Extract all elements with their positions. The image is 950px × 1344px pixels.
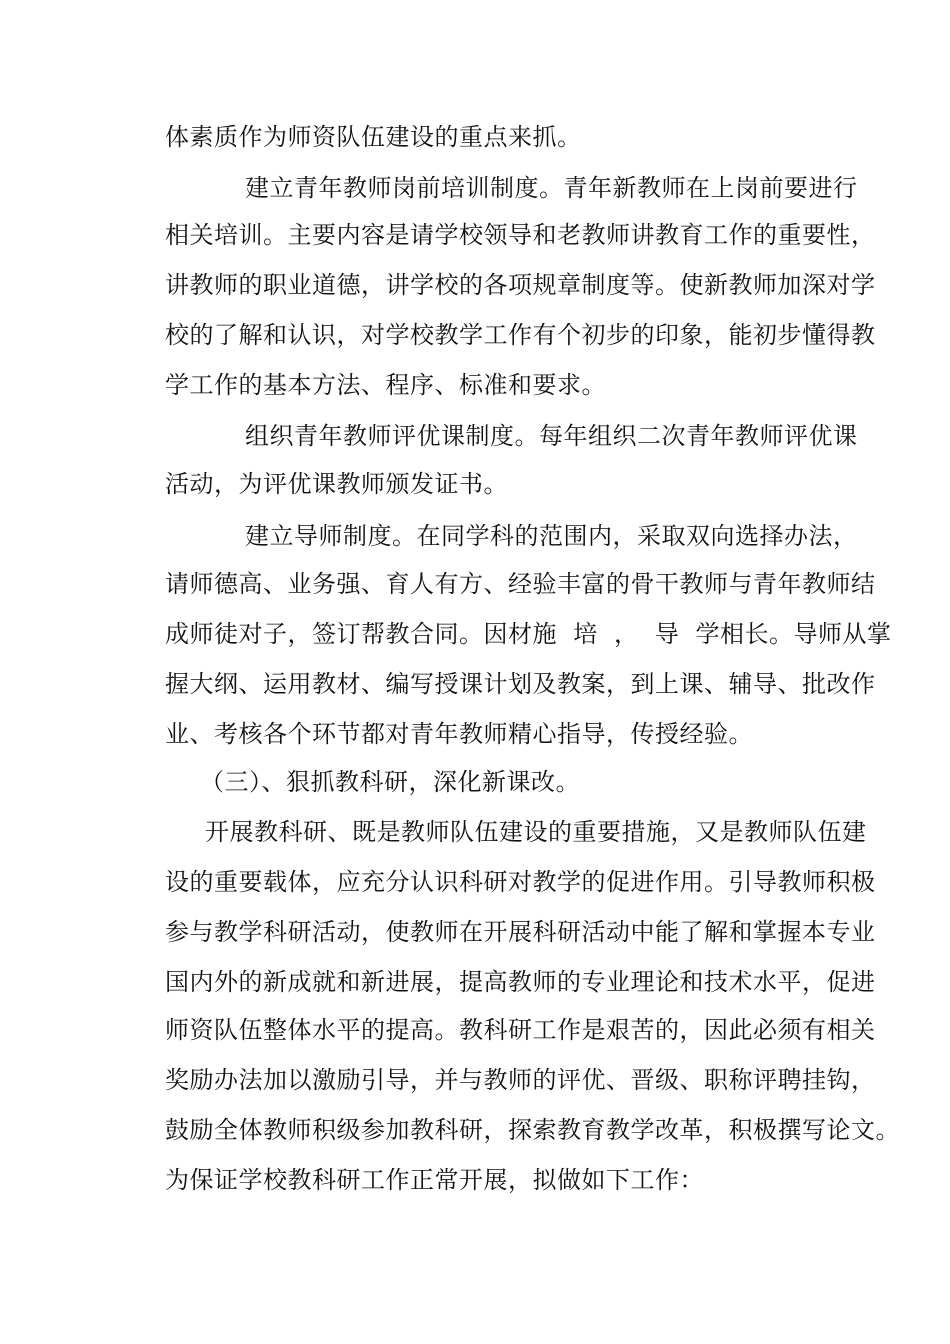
text-line: 请师德高、业务强、育人有方、经验丰富的骨干教师与青年教师结: [165, 570, 876, 598]
text-line: 业、考核各个环节都对青年教师精心指导，传授经验。: [165, 720, 753, 748]
text-line: 活动，为评优课教师颁发证书。: [165, 470, 508, 498]
text-line: 奖励办法加以激励引导，并与教师的评优、晋级、职称评聘挂钩，: [165, 1066, 876, 1094]
text-line: 讲教师的职业道德，讲学校的各项规章制度等。使新教师加深对学: [165, 271, 876, 299]
text-line: 开展教科研、既是教师队伍建设的重要措施，又是教师队伍建: [205, 818, 867, 846]
text-line: 校的了解和认识，对学校教学工作有个初步的印象，能初步懂得教: [165, 321, 876, 349]
text-line: 参与教学科研活动，使教师在开展科研活动中能了解和掌握本专业: [165, 918, 876, 946]
text-line: 为保证学校教科研工作正常开展，拟做如下工作：: [165, 1166, 704, 1194]
text-line: 组织青年教师评优课制度。每年组织二次青年教师评优课: [245, 422, 858, 450]
section-heading: （三）、狠抓教科研，深化新课改。: [200, 768, 580, 796]
text-line: 学工作的基本方法、程序、标准和要求。: [165, 371, 606, 399]
text-line: 体素质作为师资队伍建设的重点来抓。: [165, 123, 582, 151]
text-line: 成师徒对子，签订帮教合同。因材施 培 ， 导 学相长。导师从掌: [165, 620, 892, 648]
text-line: 握大纲、运用教材、编写授课计划及教案，到上课、辅导、批改作: [165, 670, 876, 698]
text-line: 师资队伍整体水平的提高。教科研工作是艰苦的，因此必须有相关: [165, 1016, 876, 1044]
text-line: 设的重要载体，应充分认识科研对教学的促进作用。引导教师积极: [165, 868, 876, 896]
text-line: 国内外的新成就和新进展，提高教师的专业理论和技术水平，促进: [165, 968, 876, 996]
text-line: 建立青年教师岗前培训制度。青年新教师在上岗前要进行: [245, 174, 858, 202]
text-line: 鼓励全体教师积级参加教科研，探索教育教学改革，积极撰写论文。: [165, 1116, 900, 1144]
text-line: 建立导师制度。在同学科的范围内，采取双向选择办法，: [245, 522, 858, 550]
text-line: 相关培训。主要内容是请学校领导和老教师讲教育工作的重要性，: [165, 221, 876, 249]
